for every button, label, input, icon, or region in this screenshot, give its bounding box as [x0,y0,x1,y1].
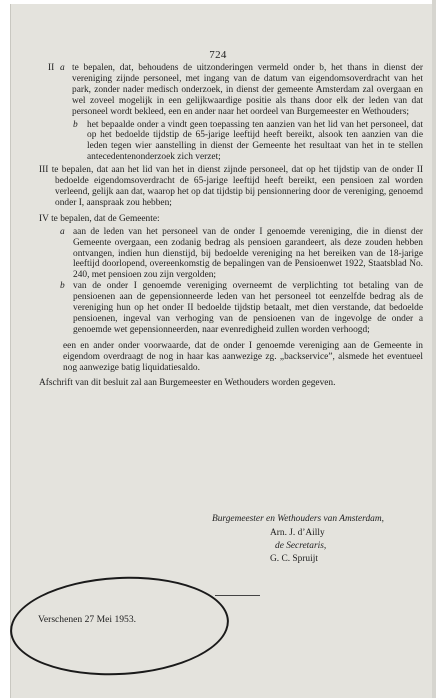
section-iii-numeral: III [39,165,49,176]
section-ii-b-marker: b [73,119,78,130]
signature-name-secretary: G. C. Spruijt [270,554,318,564]
section-iv-a-marker: a [60,226,65,237]
section-ii-a [48,63,423,118]
section-iii [39,165,423,209]
decision-text [39,63,423,389]
section-ii-b [73,119,423,164]
section-iii-text: te bepalen, dat aan het lid van het in dienst zijnde personeel, dat op het tijdstip van de onder II bedoelde eigendomsoverdracht de 65-jarige leeftijd heeft bereikt, een pensioen zal worden verleend, gelijk aan dat, waarop het op dat tijdstip bij pensionnering door de vereniging, genoemd onder I, aanspraak zou hebben; [51,165,423,208]
section-ii-b-text: het bepaalde onder a vindt geen toepassing ten aanzien van het lid van het personeel, dat op het bedoelde tijdstip de 65-jarige leeftijd heeft bereikt, alsook ten aanzien van die leden tegen wier aanstelling in dienst der Gemeente het resultaat van het in te stellen antecedentenonderzoek zich verzet; [87,119,423,163]
section-iv-b [60,281,423,336]
section-iv-intro [39,214,423,225]
section-iv-a-text: aan de leden van het personeel van de onder I genoemde vereniging, die in dienst der Gemeente overgaan, een zodanig bedrag als pensioen garandeert, als deze zouden hebben ontvangen, indien hun dienstijd, bij bedoelde vereniging na het bereiken van de 18-jarige leeftijd doorlopend, overeenkomstig de bepalingen van de Pensioenwet 1922, Staatsblad No. 240, met pensioen zou zijn vergolden; [73,226,423,281]
section-iv-b-marker: b [60,281,65,292]
signature-role-secretary: de Secretaris, [275,541,327,551]
publication-date: Verschenen 27 Mei 1953. [38,614,137,625]
page-number: 724 [209,49,227,61]
section-iv-closing: een en ander onder voorwaarde, dat de onder I genoemde vereniging aan de Gemeente in eigendom overdraagt de nog in haar kas aanwezige zg. „backservice”, alsmede het eventueel nog aanwezige batig liquidatiesaldo. [63,340,423,373]
afschrift-line: Afschrift van dit besluit zal aan Burgemeester en Wethouders worden gegeven. [39,378,336,389]
section-ii-a-marker: a [60,63,65,73]
signature-body: Burgemeester en Wethouders van Amsterdam, [212,514,384,524]
section-ii-a-text: te bepalen, dat, behoudens de uitzonderingen vermeld onder b, het thans in dienst der vereniging zijnde personeel, met ingang van de datum van eigendomsoverdracht van het park, zonder nader medisch onderzoek, in dienst der gemeente Amsterdam zal overgaan en wel zoveel mogelijk in een gelijkwaardige positie als thans door elk der leden van dat personeel wordt bekleed, een en ander naar het oordeel van Burgemeester en Wethouders; [72,63,423,117]
section-iv-numeral: IV [39,213,49,224]
section-ii-numeral: II [48,63,55,73]
scan-edge-shadow [432,0,436,698]
section-iv-intro-text: te bepalen, dat de Gemeente: [51,213,160,224]
signature-name-mayor: Arn. J. d’Ailly [270,528,325,538]
section-iv-a [60,226,423,282]
section-iv-b-text: van de onder I genoemde vereniging overneemt de verplichting tot betaling van de pensioenen aan de gepensionneerde leden van het personeel tot eenzelfde bedrag als de vereniging hun op het onder II bedoelde tijdstip betaalt, met dien verstande, dat bedoelde pensioenen, ingeval van verhoging van de pensioenen van de ingevolge de onder a genoemde wet gepensionneerden, naar evenredigheid zullen worden verhoogd; [73,281,423,335]
separator-stroke [215,595,260,596]
